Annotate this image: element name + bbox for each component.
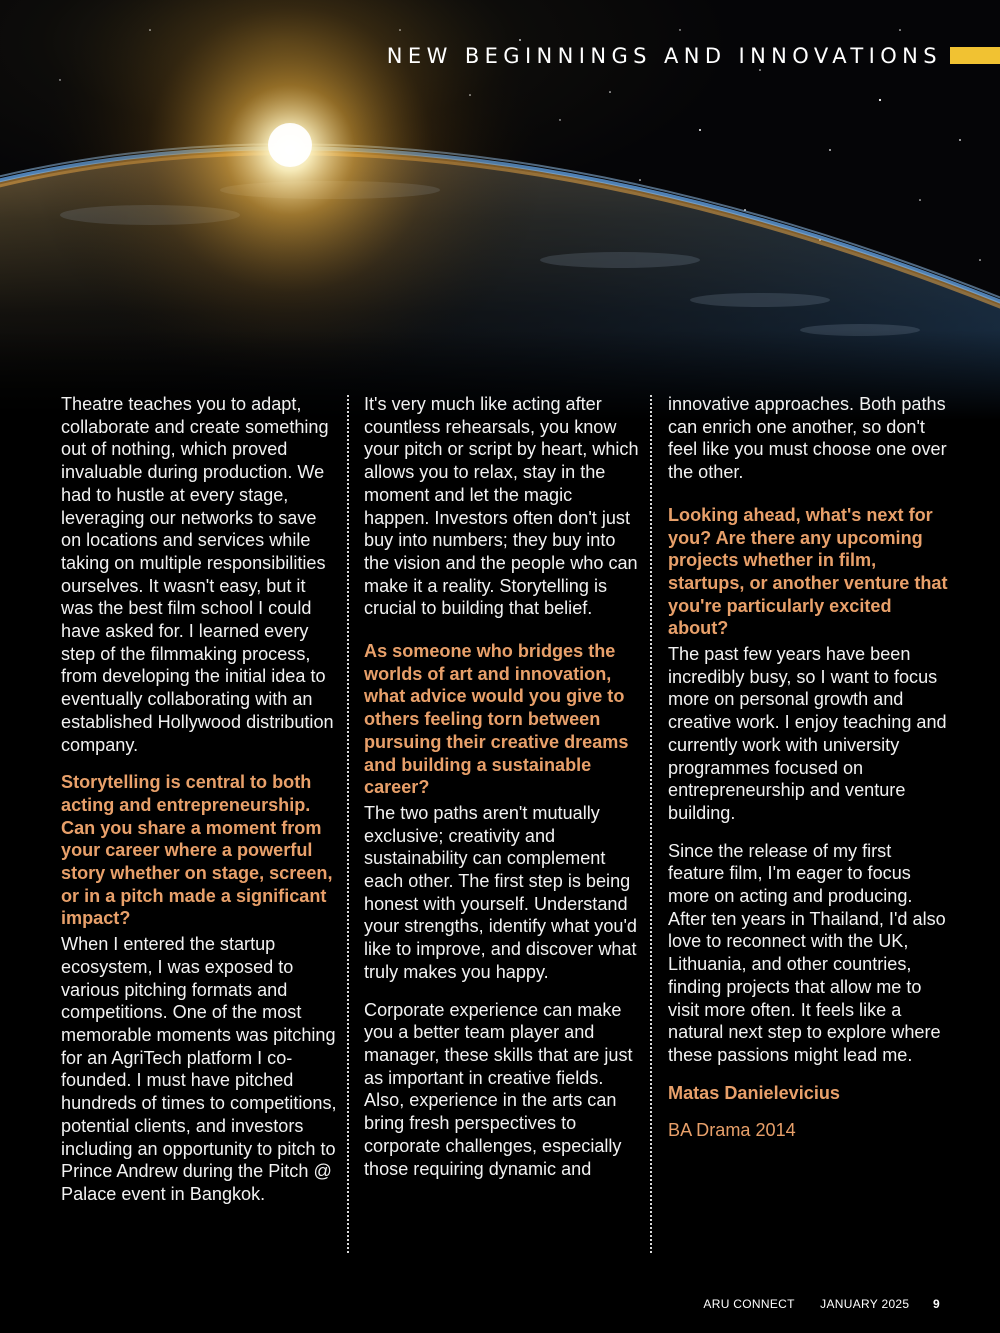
interview-question: Looking ahead, what's next for you? Are there any upcoming projects whether in film, startups, or another venture that you're particularly excited about? <box>668 504 948 639</box>
article-column-3 <box>668 393 950 1157</box>
header-accent-bar <box>950 47 1000 64</box>
body-paragraph: Since the release of my first feature film, I'm eager to focus more on acting and producing. After ten years in Thailand, I'd also love to reconnect with the UK, Lithuania, and other countries, finding projects that allow me to visit more often. It feels like a natural next step to explore where these passions might lead me. <box>668 840 946 1065</box>
body-paragraph: It's very much like acting after countless rehearsals, you know your pitch or script by heart, which allows you to relax, stay in the moment and let the magic happen. Investors often don't just buy into numbers; they buy into the vision and the people who can make it a reality. Storytelling is crucial to building that belief. <box>364 394 639 619</box>
body-paragraph: Corporate experience can make you a better team player and manager, these skills that are just as important in creative fields. Also, experience in the arts can bring fresh perspectives to corporate challenges, especially those requiring dynamic and <box>364 999 633 1179</box>
page-footer <box>681 1297 940 1311</box>
body-paragraph: The past few years have been incredibly busy, so I want to focus more on personal growth and creative work. I enjoy teaching and currently work with university programmes focused on entrepreneurship and venture building. <box>668 644 947 823</box>
body-paragraph: When I entered the startup ecosystem, I was exposed to various pitching formats and competitions. One of the most memorable moments was pitching for an AgriTech platform I co-founded. I must have pitched hundreds of times to competitions, potential clients, and investors including an opportunity to pitch to Prince Andrew during the Pitch @ Palace event in Bangkok. <box>61 934 337 1204</box>
column-divider <box>347 395 349 1253</box>
interview-question: As someone who bridges the worlds of art and innovation, what advice would you give to others feeling torn between pursuing their creative dreams and building a sustainable career? <box>364 641 629 798</box>
section-header: NEW BEGINNINGS AND INNOVATIONS <box>386 44 942 68</box>
article-column-1 <box>61 393 341 1221</box>
body-paragraph: The two paths aren't mutually exclusive; creativity and sustainability can complement each other. The first step is being honest with yourself. Understand your strengths, identify what you'd like to improve, and discover what truly makes you happy. <box>364 802 637 982</box>
footer-publication: ARU CONNECT <box>703 1297 795 1311</box>
body-paragraph: innovative approaches. Both paths can enrich one another, so don't feel like you must choose one over the other. <box>668 394 947 483</box>
footer-issue: JANUARY 2025 <box>820 1297 910 1311</box>
byline-degree: BA Drama 2014 <box>668 1120 796 1141</box>
page-number: 9 <box>933 1297 940 1311</box>
column-divider <box>650 395 652 1253</box>
byline-name: Matas Danielevicius <box>668 1082 840 1103</box>
body-paragraph: Theatre teaches you to adapt, collaborate and create something out of nothing, which proved invaluable during production. We had to hustle at every stage, leveraging our networks to save on locations and services while taking on multiple responsibilities ourselves. It wasn't easy, but it was the best film school I could have asked for. I learned every step of the filmmaking process, from developing the initial idea to eventually collaborating with an established Hollywood distribution company. <box>61 394 334 755</box>
article-column-2 <box>364 393 640 1195</box>
interview-question: Storytelling is central to both acting and entrepreneurship. Can you share a moment from your career where a powerful story whether on stage, screen, or in a pitch made a significant impact? <box>61 772 333 929</box>
